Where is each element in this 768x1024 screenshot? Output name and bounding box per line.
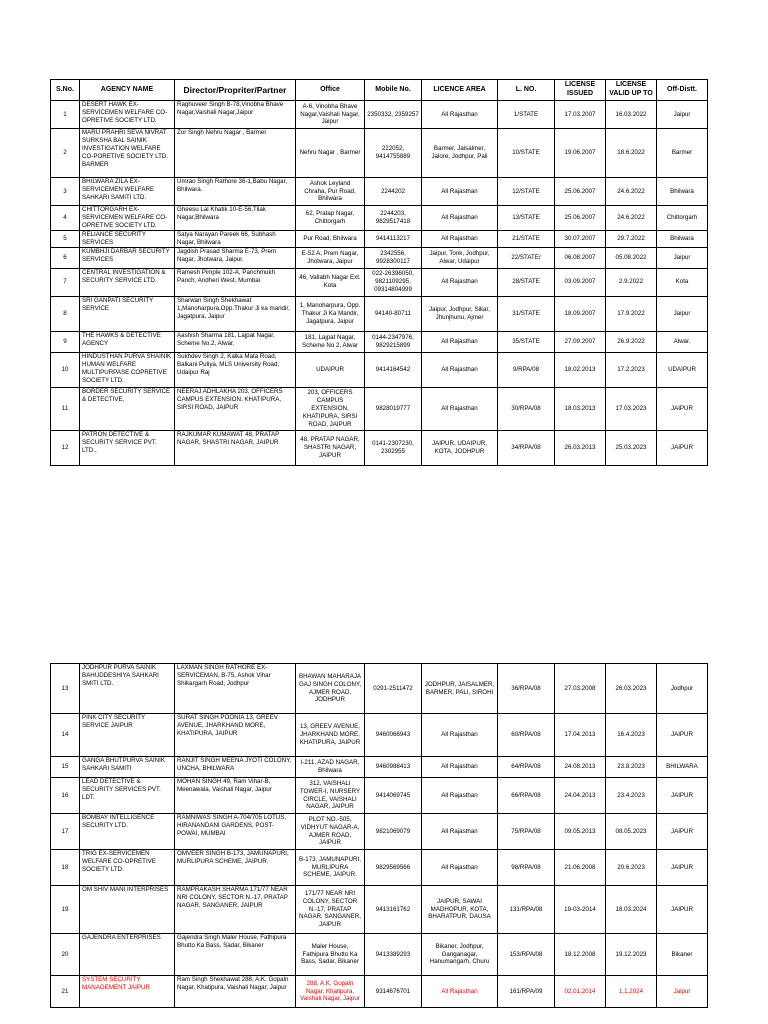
serial-number: 19 <box>51 886 80 934</box>
serial-number: 6 <box>51 247 80 268</box>
office-address: BHAWAN MAHARAJA GAJ SINGH COLONY, AJMER ROAD, JODHPUR <box>296 664 365 714</box>
agency-name: JODHPUR PURVA SAINIK BAHUDDESHIYA SAHKARI SMITI LTD. <box>80 664 175 714</box>
mobile-number: 9414113217 <box>365 230 422 247</box>
mobile-number: 0141-2307230, 2302955 <box>365 430 422 465</box>
office-address: Ashok Leyland Chraha, Pur Road, Bhilwara <box>296 178 365 206</box>
header-agency-name: AGENCY NAME <box>80 80 175 101</box>
director-name: Ram Singh Shekhawat 288, A.K. Gopaln Nagar, Khatipura, Vaishali Nagar, Jaipur <box>175 976 296 1008</box>
license-valid-date: 05.08.2022 <box>606 247 657 268</box>
serial-number: 15 <box>51 757 80 778</box>
licence-area: All Rajasthan <box>422 178 498 206</box>
table-row <box>51 850 708 886</box>
agency-name: GAJENDRA ENTERPRISES <box>80 934 175 976</box>
license-issued-date: 19-03-2014 <box>555 886 606 934</box>
licence-area: All Rajasthan <box>422 331 498 352</box>
serial-number: 5 <box>51 230 80 247</box>
licence-area: Bikaner, Jodhpur, Ganganagar, Hanumangarh, Churu <box>422 934 498 976</box>
mobile-number: 9829569566 <box>365 850 422 886</box>
office-district: Jodhpur <box>657 664 708 714</box>
license-valid-date: 24.6.2022 <box>606 178 657 206</box>
office-district: Bhilwara <box>657 178 708 206</box>
office-district: JAIPUR <box>657 778 708 814</box>
licence-area: All Rajasthan <box>422 268 498 296</box>
office-district: Jaipur <box>657 976 708 1008</box>
licence-area: All Rajasthan <box>422 976 498 1008</box>
table-row <box>51 387 708 430</box>
mobile-number: 2244203, 9829517418 <box>365 206 422 231</box>
office-district: Jaipur <box>657 247 708 268</box>
mobile-number: 0291-2511472 <box>365 664 422 714</box>
office-address: UDAIPUR <box>296 352 365 387</box>
mobile-number: 9413161762 <box>365 886 422 934</box>
mobile-number: 9414164542 <box>365 352 422 387</box>
office-address: 46, Vallabh Nagar Ext. Kota <box>296 268 365 296</box>
agency-name: RELIANCE SECURITY SERVICES <box>80 230 175 247</box>
serial-number: 4 <box>51 206 80 231</box>
header-row <box>51 80 708 101</box>
license-issued-date: 21.06.2008 <box>555 850 606 886</box>
license-issued-date: 26.03.2013 <box>555 430 606 465</box>
office-district: Chittorgarh <box>657 206 708 231</box>
licence-area: All Rajasthan <box>422 757 498 778</box>
director-name: Satya Narayan Pareek 66, Subhash Nagar, Bhilwara <box>175 230 296 247</box>
serial-number: 16 <box>51 778 80 814</box>
office-district: JAIPUR <box>657 387 708 430</box>
serial-number: 21 <box>51 976 80 1008</box>
license-valid-date: 19.12.2023 <box>606 934 657 976</box>
agency-name: BOMBAY INTELLIGENCE SECURITY LTD. <box>80 814 175 850</box>
license-issued-date: 27.03.2008 <box>555 664 606 714</box>
licence-number: 31/STATE <box>498 296 555 331</box>
agency-name: PATRON DETECTIVE & SECURITY SERVICE PVT. LTD., <box>80 430 175 465</box>
licence-number: 161/RPA/09 <box>498 976 555 1008</box>
director-name: RANJIT SINGH MEENA JYOTI COLONY, UNCHA, BHILWARA <box>175 757 296 778</box>
serial-number: 3 <box>51 178 80 206</box>
license-issued-date: 17.03.2007 <box>555 101 606 129</box>
licence-number: 35/STATE <box>498 331 555 352</box>
license-issued-date: 18.02.2013 <box>555 352 606 387</box>
licence-number: 13/STATE <box>498 206 555 231</box>
mobile-number: 0144-2347976, 9829215899 <box>365 331 422 352</box>
license-issued-date: 18.12.2008 <box>555 934 606 976</box>
license-valid-date: 1.1.2024 <box>606 976 657 1008</box>
office-district: Jaipur <box>657 101 708 129</box>
agency-name: LEAD DETECTIVE & SECURITY SERVICES PVT. LDT. <box>80 778 175 814</box>
office-address: PLOT NO.-505, VIDHYUT NAGAR-A, AJMER ROAD, JAIPUR <box>296 814 365 850</box>
agency-name: DESERT HAWK EX-SERVICEMEN WELFARE CO-OPRETIVE SOCIETY LTD. <box>80 101 175 129</box>
serial-number: 8 <box>51 296 80 331</box>
license-issued-date: 18.09.2007 <box>555 296 606 331</box>
licence-area: All Rajasthan <box>422 352 498 387</box>
mobile-number: 9314676701 <box>365 976 422 1008</box>
office-district: UDAIPUR <box>657 352 708 387</box>
licence-area: JAIPUR, SAWAI MADHOPUR, KOTA, BHARATPUR, DAUSA <box>422 886 498 934</box>
agency-name: SYSTEM SECURITY MANAGEMENT JAIPUR <box>80 976 175 1008</box>
agency-name: BHILWARA ZILA EX-SERVICEMEN WELFARE SAHKARI SAMITI LTD. <box>80 178 175 206</box>
director-name: Umrao Singh Rathore 36-1,Babu Nagar, Bhilwara. <box>175 178 296 206</box>
director-name: LAXMAN SINGH RATHORE EX-SERVICEMAN, B-75, Ashok Vihar Shikargarh Road, Jodhpur <box>175 664 296 714</box>
license-valid-date: 2.9.2022 <box>606 268 657 296</box>
office-address: A-6, Vinobha Bhave Nagar,Vaishali Nagar, Jaipur <box>296 101 365 129</box>
director-name: OMVEER SINGH B-173, JAMUNAPURI, MURLIPURA SCHEME, JAIPUR. <box>175 850 296 886</box>
serial-number: 11 <box>51 387 80 430</box>
licence-number: 1/STATE <box>498 101 555 129</box>
licence-area: JAIPUR, UDAIPUR, KOTA, JODHPUR <box>422 430 498 465</box>
mobile-number: 2342556, 9928300117 <box>365 247 422 268</box>
header-license-valid: LICENSE VALID UP TO <box>606 80 657 101</box>
mobile-number: 222052, 9414755889 <box>365 129 422 178</box>
license-valid-date: 25.03.2023 <box>606 430 657 465</box>
table-row <box>51 247 708 268</box>
licence-number: 36/RPA/08 <box>498 664 555 714</box>
mobile-number: 9821069079 <box>365 814 422 850</box>
office-district: Jaipur <box>657 296 708 331</box>
licence-area: Barmer, Jaisalmer, Jalore, Jodhpur, Pali <box>422 129 498 178</box>
director-name: RAMNIWAS SINGH A-704/705 LOTUS, HIRANANDANI GARDENS, POST-POWAI, MUMBAI <box>175 814 296 850</box>
licence-area: All Rajasthan <box>422 230 498 247</box>
director-name: NEERAJ ADHLAKHA 203, OFFICERS CAMPUS EXTENSION, KHATIPURA, SIRSI ROAD, JAIPUR <box>175 387 296 430</box>
office-address: 181, Lajpat Nagar, Scheme No 2, Alwar <box>296 331 365 352</box>
table-row <box>51 331 708 352</box>
licence-number: 153/RPA/08 <box>498 934 555 976</box>
licence-number: 9/RPA/08 <box>498 352 555 387</box>
agency-name: CHITTORGARH EX-SERVICEMEN WELFARE CO-OPRETIVE SOCIETY LTD. <box>80 206 175 231</box>
director-name: Jagdish Prasad Sharma E-73, Prem Nagar, Jhotwara, Jaipur. <box>175 247 296 268</box>
license-issued-date: 17.04.2013 <box>555 714 606 757</box>
serial-number: 10 <box>51 352 80 387</box>
director-name: Sharwan Singh Shekhawat 1,Manoharpura,Opp.Thakur Ji ka mandir, Jagatpura, Jaipur <box>175 296 296 331</box>
table-row <box>51 129 708 178</box>
office-district: Bhilwara <box>657 230 708 247</box>
serial-number: 17 <box>51 814 80 850</box>
agency-name: KUMBHJI DARBAR SECURITY SERVICES <box>80 247 175 268</box>
office-district: Barmer <box>657 129 708 178</box>
director-name: SURAT SINGH POONIA 13, GREEV AVENUE, JHARKHAND MORE, KHATIPURA, JAIPUR <box>175 714 296 757</box>
mobile-number: 94140-80711 <box>365 296 422 331</box>
license-valid-date: 16.03.2022 <box>606 101 657 129</box>
office-district: Kota <box>657 268 708 296</box>
director-name: RAMPRAKASH SHARMA 171/77 NEAR NRI COLONY, SECTOR N.-17, PRATAP NAGAR, SANGANER, JAIPUR <box>175 886 296 934</box>
license-valid-date: 26.9.2022 <box>606 331 657 352</box>
serial-number: 20 <box>51 934 80 976</box>
office-address: 288, A.K. Gopaln Nagar, Khatipura, Vaishali Nagar, Jaipur <box>296 976 365 1008</box>
licence-number: 131/RPA/08 <box>498 886 555 934</box>
header-director: Director/Propriter/Partner <box>175 80 296 101</box>
agency-name: THE HAWKS & DETECTIVE AGENCY <box>80 331 175 352</box>
table-row <box>51 814 708 850</box>
header-office: Office <box>296 80 365 101</box>
office-address: 1, Manoharpura, Opp. Thakur Ji Ka Mandir, Jagatpura, Jaipur <box>296 296 365 331</box>
license-issued-date: 09.05.2013 <box>555 814 606 850</box>
license-issued-date: 18.03.2013 <box>555 387 606 430</box>
mobile-number: 9414069745 <box>365 778 422 814</box>
table-row <box>51 178 708 206</box>
licence-area: JODHPUR, JAISALMER, BARMER, PALI, SIROHI <box>422 664 498 714</box>
license-issued-date: 02.01.2014 <box>555 976 606 1008</box>
licence-number: 98/RPA/08 <box>498 850 555 886</box>
director-name: Gheesu Lal Khatik 10-E-56,Tilak Nagar,Bhilwara <box>175 206 296 231</box>
office-district: BHILWARA <box>657 757 708 778</box>
table-row <box>51 976 708 1008</box>
agency-name: PINK CITY SECURITY SERVICE JAIPUR <box>80 714 175 757</box>
license-valid-date: 23.8.2023 <box>606 757 657 778</box>
director-name: Gajendra Singh Maler House, Fathipura Bhutto Ka Bass, Sadar, Bikaner <box>175 934 296 976</box>
office-district: Bikaner <box>657 934 708 976</box>
license-issued-date: 30.07.2007 <box>555 230 606 247</box>
table-row <box>51 352 708 387</box>
license-issued-date: 25.06.2007 <box>555 206 606 231</box>
header-sno: S.No. <box>51 80 80 101</box>
mobile-number: 9413389293 <box>365 934 422 976</box>
table-row <box>51 430 708 465</box>
office-address: Pur Road, Bhilwara <box>296 230 365 247</box>
licence-table-top <box>50 79 708 466</box>
table-row <box>51 886 708 934</box>
licence-area: Jaipur, Tonk, Jodhpur, Alwar, Udaipur <box>422 247 498 268</box>
table-row <box>51 934 708 976</box>
license-valid-date: 18.03.2024 <box>606 886 657 934</box>
license-valid-date: 29.7.2022 <box>606 230 657 247</box>
office-address: 62, Pratap Nagar, Chittorgarh <box>296 206 365 231</box>
mobile-number: 9828019777 <box>365 387 422 430</box>
director-name: Zor Singh Nehru Nagar , Barmer <box>175 129 296 178</box>
table-row <box>51 757 708 778</box>
office-district: JAIPUR <box>657 850 708 886</box>
serial-number: 2 <box>51 129 80 178</box>
licence-area: All Rajasthan <box>422 850 498 886</box>
license-valid-date: 18.6.2022 <box>606 129 657 178</box>
table-row <box>51 296 708 331</box>
serial-number: 14 <box>51 714 80 757</box>
license-valid-date: 08.05.2023 <box>606 814 657 850</box>
office-address: E-52 A, Prem Nagar, Jhotwara, Jaipur <box>296 247 365 268</box>
agency-name: GANGA BHUTPURVA SAINIK SAHKARI SAMITI <box>80 757 175 778</box>
licence-number: 60/RPA/08 <box>498 714 555 757</box>
licence-number: 34/RPA/08 <box>498 430 555 465</box>
mobile-number: 9460066943 <box>365 714 422 757</box>
header-off-distt: Off-Distt. <box>657 80 708 101</box>
mobile-number: 2244202 <box>365 178 422 206</box>
header-licence-no: L. NO. <box>498 80 555 101</box>
license-valid-date: 16.4.2023 <box>606 714 657 757</box>
table-row <box>51 230 708 247</box>
licence-number: 66/RPA/08 <box>498 778 555 814</box>
table-row <box>51 206 708 231</box>
agency-name: CENTRAL INVESTIGATION & SECURITY SERVICE LTD. <box>80 268 175 296</box>
office-address: Maler House, Fathipura Bhutto Ka Bass, Sadar, Bikaner <box>296 934 365 976</box>
license-valid-date: 17.2.2023 <box>606 352 657 387</box>
licence-number: 12/STATE <box>498 178 555 206</box>
header-mobile: Mobile No. <box>365 80 422 101</box>
licence-area: All Rajasthan <box>422 101 498 129</box>
licence-area: All Rajasthan <box>422 387 498 430</box>
license-issued-date: 19.06.2007 <box>555 129 606 178</box>
licence-number: 30/RPA/08 <box>498 387 555 430</box>
licence-area: All Rajasthan <box>422 714 498 757</box>
license-valid-date: 26.03.2023 <box>606 664 657 714</box>
office-address: 13, GREEV AVENUE, JHARKHAND MORE, KHATIPURA, JAIPUR <box>296 714 365 757</box>
licence-number: 10/STATE <box>498 129 555 178</box>
office-address: I-211, AZAD NAGAR, Bhilwara <box>296 757 365 778</box>
licence-area: All Rajasthan <box>422 206 498 231</box>
office-district: JAIPUR <box>657 714 708 757</box>
licence-number: 28/STATE <box>498 268 555 296</box>
agency-name: MARU PRAHRI SEVA NIVRAT SURKSHA BAL SAINIK INVESTIGATION WELFARE CO-PORETIVE SOCIETY LTD. BARMER <box>80 129 175 178</box>
license-issued-date: 24.04.2013 <box>555 778 606 814</box>
office-district: JAIPUR <box>657 814 708 850</box>
license-valid-date: 23.4.2023 <box>606 778 657 814</box>
license-issued-date: 24.08.2013 <box>555 757 606 778</box>
header-licence-area: LICENCE AREA <box>422 80 498 101</box>
serial-number: 13 <box>51 664 80 714</box>
licence-number: 64/RPA/08 <box>498 757 555 778</box>
licence-area: Jaipur, Jodhpur, Sikar, Jhunjhunu, Ajmer <box>422 296 498 331</box>
license-valid-date: 24.6.2022 <box>606 206 657 231</box>
licence-number: 21/STATE <box>498 230 555 247</box>
office-address: 48, PRATAP NAGAR, SHASTRI NAGAR, JAIPUR <box>296 430 365 465</box>
office-address: B-173, JAMUNAPURI, MURLIPURA SCHEME, JAIPUR. <box>296 850 365 886</box>
licence-number: 75/RPA/08 <box>498 814 555 850</box>
agency-name: HINDUSTHAN PURVA SHAINIK HUMAN WELFARE MULTIPURPASE COPRETIVE SOCIETY LTD. <box>80 352 175 387</box>
office-district: JAIPUR <box>657 430 708 465</box>
header-license-issued: LICENSE ISSUED <box>555 80 606 101</box>
office-address: 312, VAISHALI TOWER-I, NURSERY CIRCLE, VAISHALI NAGAR, JAIPUR <box>296 778 365 814</box>
director-name: Ramesh Pimple 102-A, Panchmukh Panch, Andheri West, Mumbai <box>175 268 296 296</box>
office-address: 203, OFFICERS CAMPUS EXTENSION, KHATIPURA, SIRSI ROAD, JAIPUR <box>296 387 365 430</box>
license-issued-date: 27.09.2007 <box>555 331 606 352</box>
table-row <box>51 101 708 129</box>
serial-number: 12 <box>51 430 80 465</box>
director-name: RAJKUMAR KUMAWAT 48, PRATAP NAGAR, SHASTRI NAGAR, JAIPUR <box>175 430 296 465</box>
serial-number: 9 <box>51 331 80 352</box>
serial-number: 1 <box>51 101 80 129</box>
table-row <box>51 268 708 296</box>
agency-name: TRIG EX-SERVICEMEN WELFARE CO-OPRETIVE SOCIETY LTD. <box>80 850 175 886</box>
table-row <box>51 714 708 757</box>
office-address: 171/77 NEAR NRI COLONY, SECTOR N.-17, PRATAP NAGAR, SANGANER, JAIPUR <box>296 886 365 934</box>
license-valid-date: 17.9.2022 <box>606 296 657 331</box>
license-valid-date: 17.03.2023 <box>606 387 657 430</box>
office-address: Nehru Nagar , Barmer <box>296 129 365 178</box>
table-row <box>51 664 708 714</box>
director-name: Sukhdev Singh 2, Kalka Mata Road, Balkani Puliya, MLS University Road, Udaipur Raj <box>175 352 296 387</box>
license-valid-date: 20.6.2023 <box>606 850 657 886</box>
licence-area: All Rajasthan <box>422 778 498 814</box>
serial-number: 7 <box>51 268 80 296</box>
mobile-number: 9460988413 <box>365 757 422 778</box>
office-district: Alwar. <box>657 331 708 352</box>
licence-table-bottom <box>50 663 708 1008</box>
mobile-number: 2350332, 2359257 <box>365 101 422 129</box>
licence-area: All Rajasthan <box>422 814 498 850</box>
licence-number: 22/STATE/ <box>498 247 555 268</box>
agency-name: BORDER SECURITY SERVICE & DETECTIVE, <box>80 387 175 430</box>
license-issued-date: 06.08.2007 <box>555 247 606 268</box>
license-issued-date: 03.09.2007 <box>555 268 606 296</box>
license-issued-date: 25.06.2007 <box>555 178 606 206</box>
table-row <box>51 778 708 814</box>
serial-number: 18 <box>51 850 80 886</box>
mobile-number: 022-26396050, 9821109295, 09314804999 <box>365 268 422 296</box>
director-name: Raghuveer Singh B-78,Vinobha Bhave Nagar,Vaishali Nagar,Jaipur <box>175 101 296 129</box>
director-name: Aashish Sharma 181, Lajpat Nagar, Scheme No.2, Alwar. <box>175 331 296 352</box>
director-name: MOHAN SINGH 49, Ram Vihar-B, Meenawala, Vaishali Nagar, Jaipur <box>175 778 296 814</box>
agency-name: OM SHIV MANI INTERPRISES <box>80 886 175 934</box>
office-district: JAIPUR <box>657 886 708 934</box>
agency-name: SRI GANPATI SECURITY SERVICE <box>80 296 175 331</box>
